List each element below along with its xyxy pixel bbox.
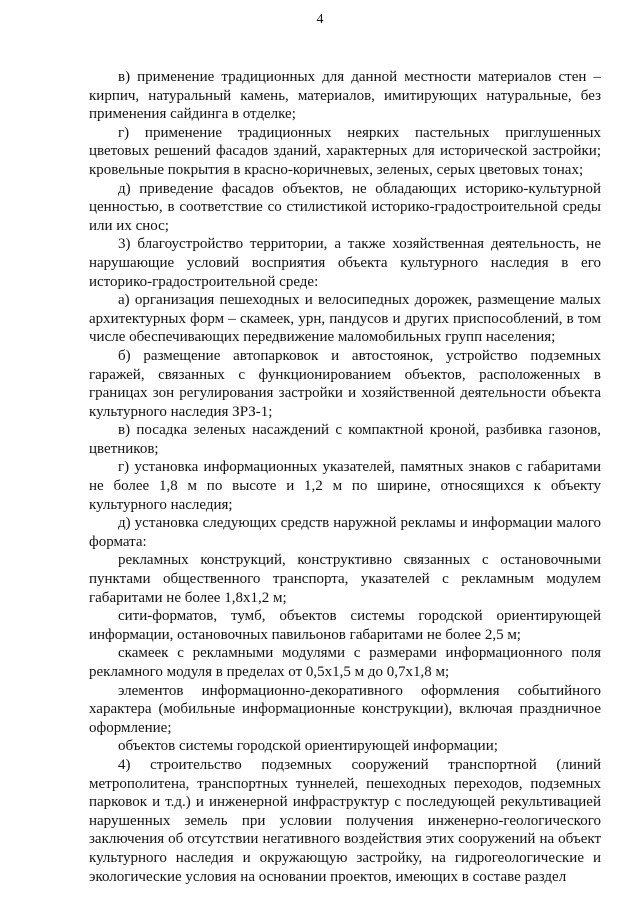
paragraph: скамеек с рекламными модулями с размерами информационного поля рекламного модуля в пределах от 0,5х1,5 м до 0,7х1,8 м;: [89, 645, 601, 680]
paragraph: 4) строительство подземных сооружений транспортной (линий метрополитена, транспортных туннелей, пешеходных переходов, подземных парковок и т.д.) и инженерной инфраструктур с последующей рекультивацией нарушенных земель при условии получения инженерно-геологического заключения об отсутствии негативного воздействия этих сооружений на объект культурного наследия и окружающую застройку, на гидрогеологические и экологические условия на основании проектов, имеющих в составе раздел: [89, 756, 601, 885]
paragraph: рекламных конструкций, конструктивно связанных с остановочными пунктами общественного транспорта, указателей с рекламным модулем габаритами не более 1,8х1,2 м;: [89, 552, 601, 606]
paragraph: элементов информационно-декоративного оформления событийного характера (мобильные информационные конструкции), включая праздничное оформление;: [89, 682, 601, 736]
paragraph: а) организация пешеходных и велосипедных дорожек, размещение малых архитектурных форм – скамеек, урн, пандусов и других приспособлений, в том числе обеспечивающих передвижение маломобильных групп населения;: [89, 292, 601, 346]
paragraph: в) применение традиционных для данной местности материалов стен – кирпич, натуральный камень, материалов, имитирующих натуральные, без применения сайдинга в отделке;: [89, 69, 601, 123]
paragraph: в) посадка зеленых насаждений с компактной кроной, разбивка газонов, цветников;: [89, 422, 601, 457]
paragraph: б) размещение автопарковок и автостоянок, устройство подземных гаражей, связанных с функционированием объектов, расположенных в границах зон регулирования застройки и хозяйственной деятельности объекта культурного наследия ЗРЗ-1;: [89, 347, 601, 420]
paragraph: д) приведение фасадов объектов, не обладающих историко-культурной ценностью, в соответствие со стилистикой историко-градостроительной среды или их снос;: [89, 180, 601, 234]
paragraph: сити-форматов, тумб, объектов системы городской ориентирующей информации, остановочных павильонов габаритами не более 2,5 м;: [89, 608, 601, 643]
paragraph: г) применение традиционных неярких пастельных приглушенных цветовых решений фасадов зданий, характерных для исторической застройки; кровельные покрытия в красно-коричневых, зеленых, серых цветовых тонах;: [89, 124, 601, 178]
body-text: [89, 68, 601, 886]
paragraph: д) установка следующих средств наружной рекламы и информации малого формата:: [89, 515, 601, 550]
paragraph: 3) благоустройство территории, а также хозяйственная деятельность, не нарушающие условий восприятия объекта культурного наследия в его историко-градостроительной среде:: [89, 236, 601, 290]
page-number: 4: [316, 12, 324, 27]
paragraph: объектов системы городской ориентирующей информации;: [118, 738, 498, 755]
paragraph: г) установка информационных указателей, памятных знаков с габаритами не более 1,8 м по высоте и 1,2 м по ширине, относящихся к объекту культурного наследия;: [89, 459, 601, 513]
